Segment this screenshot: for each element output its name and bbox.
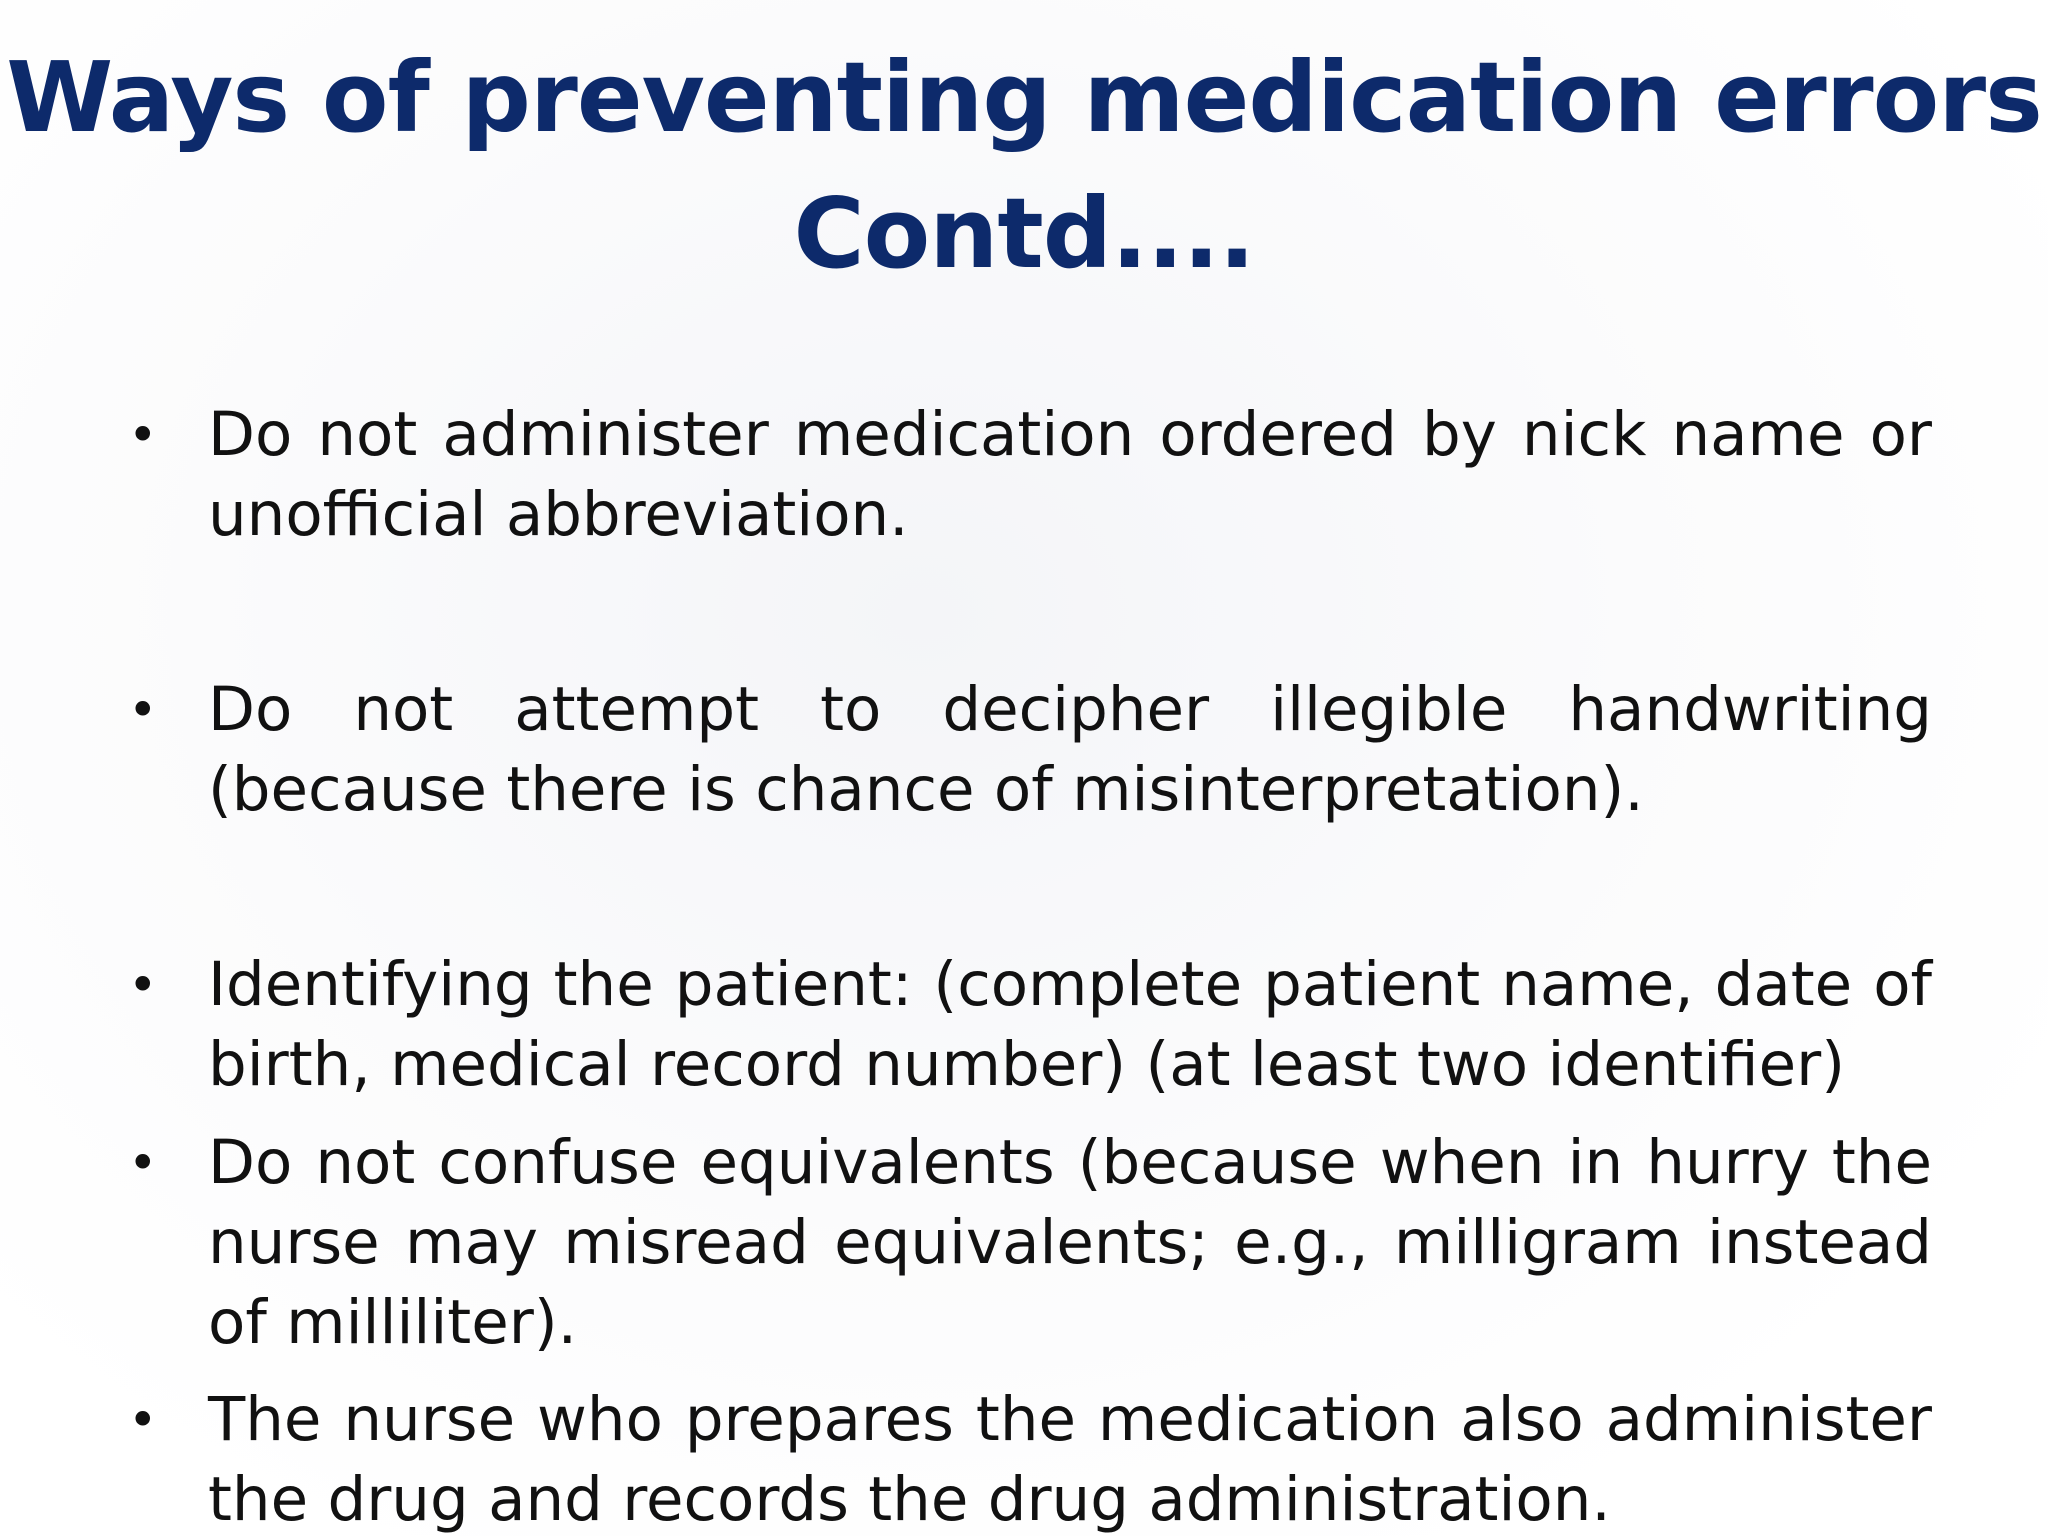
bullet-text: Do not administer medication ordered by nick name or unofficial abbreviation.	[208, 399, 1932, 550]
bullet-dot-icon: •	[128, 406, 158, 464]
bullet-dot-icon: •	[128, 956, 158, 1014]
bullet-text: The nurse who prepares the medication also administer the drug and records the drug administration.	[208, 1384, 1932, 1535]
bullet-text: Identifying the patient: (complete patient name, date of birth, medical record number) (at least two identifier)	[208, 949, 1932, 1100]
bullet-text: Do not attempt to decipher illegible handwriting (because there is chance of misinterpretation).	[208, 674, 1932, 825]
bullet-item	[128, 1123, 1932, 1363]
bullet-item	[128, 945, 1932, 1105]
bullet-dot-icon: •	[128, 1134, 158, 1192]
title-line-2: Contd....	[793, 177, 1255, 290]
bullet-item	[128, 395, 1932, 555]
bullet-dot-icon: •	[128, 1391, 158, 1449]
slide-title	[0, 30, 2048, 302]
bullet-item	[128, 1380, 1932, 1536]
bullet-dot-icon: •	[128, 681, 158, 739]
bullet-item	[128, 670, 1932, 830]
bullet-text: Do not confuse equivalents (because when in hurry the nurse may misread equivalents; e.g., milligram instead of milliliter).	[208, 1127, 1932, 1358]
title-line-1: Ways of preventing medication errors	[6, 41, 2042, 154]
